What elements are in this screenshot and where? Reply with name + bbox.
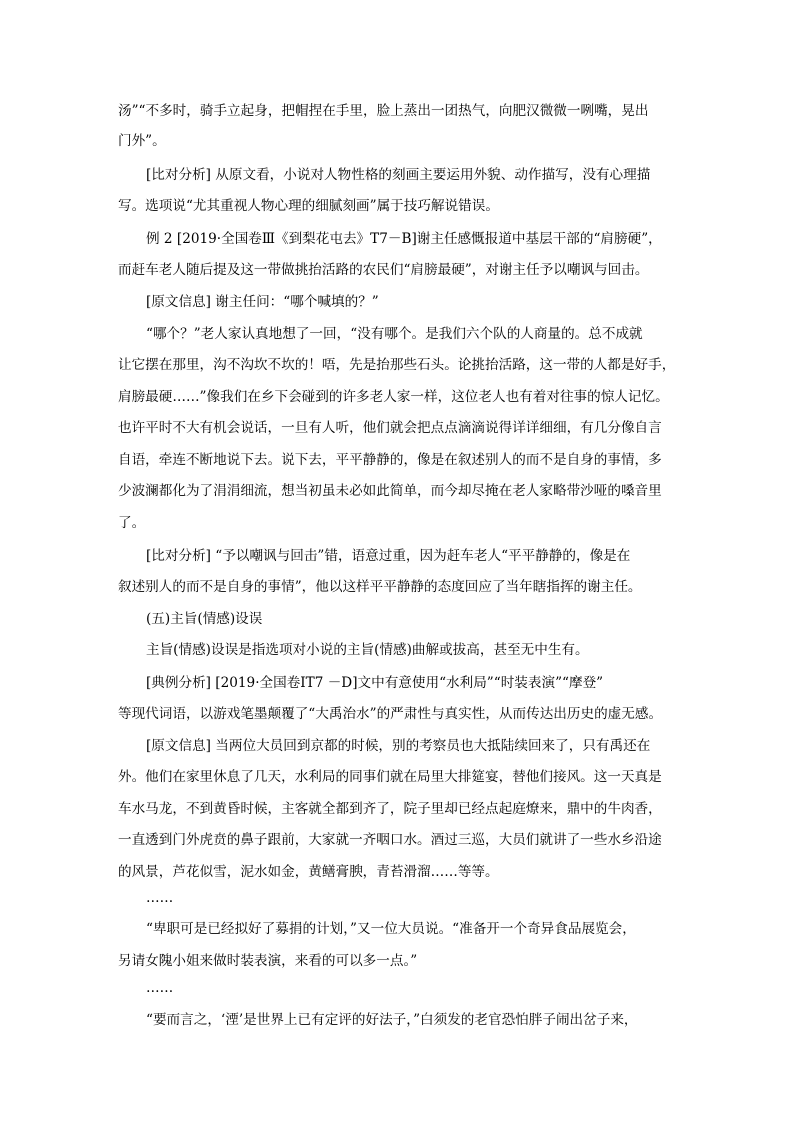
text-line: 外。他们在家里休息了几天，水利局的同事们就在局里大排筵宴，替他们接风。这一天真是 xyxy=(118,769,662,785)
ellipsis-line: …… xyxy=(146,980,174,996)
text-line: [典例分析] [2019·全国卷ⅠT7 －D]文中有意使用“水利局”“时装表演”“摩登” xyxy=(146,675,604,691)
text-line: 等现代词语，以游戏笔墨颠覆了“大禹治水”的严肃性与真实性，从而传达出历史的虚无感。 xyxy=(118,706,663,722)
text-line: [比对分析] 从原文看，小说对人物性格的刻画主要运用外貌、动作描写，没有心理描 xyxy=(146,167,651,183)
text-line: 肩膀最硬……”像我们在乡下会碰到的许多老人家一样，这位老人也有着对往事的惊人记忆。 xyxy=(118,389,669,405)
text-line: 了。 xyxy=(118,515,146,531)
text-line: 另请女隗小姐来做时装表演，来看的可以多一点。” xyxy=(118,953,418,969)
text-line: [原文信息] 谢主任问：“哪个喊填的？” xyxy=(146,294,379,310)
section-heading: (五)主旨(情感)设误 xyxy=(146,611,263,627)
text-line: 叙述别人的而不是自身的事情”，他以这样平平静静的态度回应了当年瞎指挥的谢主任。 xyxy=(118,579,642,595)
text-line: 例 2 [2019·全国卷Ⅲ《到梨花屯去》T7－B]谢主任感慨报道中基层干部的“肩膀硬”， xyxy=(146,231,662,247)
text-line: 而赶车老人随后提及这一带做挑抬活路的农民们“肩膀最硬”，对谢主任予以嘲讽与回击。 xyxy=(118,262,649,278)
text-line: 自语，牵连不断地说下去。说下去，平平静静的，像是在叙述别人的而不是自身的事情，多 xyxy=(118,452,662,468)
text-line: 门外”。 xyxy=(118,133,166,149)
text-line: “要而言之，‘湮’是世界上已有定评的好法子，”白须发的老官恐怕胖子闹出岔子来， xyxy=(146,1012,638,1028)
text-line: [比对分析] “予以嘲讽与回击”错，语意过重，因为赶车老人“平平静静的，像是在 xyxy=(146,548,631,564)
text-line: 一直透到门外虎贲的鼻子跟前，大家就一齐咽口水。酒过三巡，大员们就讲了一些水乡沿途 xyxy=(118,832,662,848)
text-line: 车水马龙，不到黄昏时候，主客就全都到齐了，院子里却已经点起庭燎来，鼎中的牛肉香， xyxy=(118,801,662,817)
text-line: 让它摆在那里，沟不沟坎不坎的！唔，先是抬那些石头。论挑抬活路，这一带的人都是好手， xyxy=(118,357,676,373)
text-line: “卑职可是已经拟好了募捐的计划，”又一位大员说。“准备开一个奇异食品展览会， xyxy=(146,921,636,937)
text-line: 汤”“不多时，骑手立起身，把帽捏在手里，脸上蒸出一团热气，向肥汉微微一咧嘴，晃出 xyxy=(118,103,649,119)
ellipsis-line: …… xyxy=(146,890,174,906)
text-line: 也许平时不大有机会说话，一旦有人听，他们就会把点点滴滴说得详详细细，有几分像自言 xyxy=(118,420,662,436)
text-line: 主旨(情感)设误是指选项对小说的主旨(情感)曲解或拔高，甚至无中生有。 xyxy=(146,642,589,658)
text-line: 的风景，芦花似雪，泥水如金，黄鳝膏腴，青苔滑溜……等等。 xyxy=(118,864,499,880)
text-line: [原文信息] 当两位大员回到京都的时候，别的考察员也大抵陆续回来了，只有禹还在 xyxy=(146,738,651,754)
text-line: 少波澜都化为了涓涓细流，想当初虽未必如此简单，而今却尽掩在老人家略带沙哑的嗓音里 xyxy=(118,483,662,499)
text-line: 写。选项说“尤其重视人物心理的细腻刻画”属于技巧解说错误。 xyxy=(118,198,499,214)
text-line: “哪个？”老人家认真地想了一回，“没有哪个。是我们六个队的人商量的。总不成就 xyxy=(146,326,643,342)
